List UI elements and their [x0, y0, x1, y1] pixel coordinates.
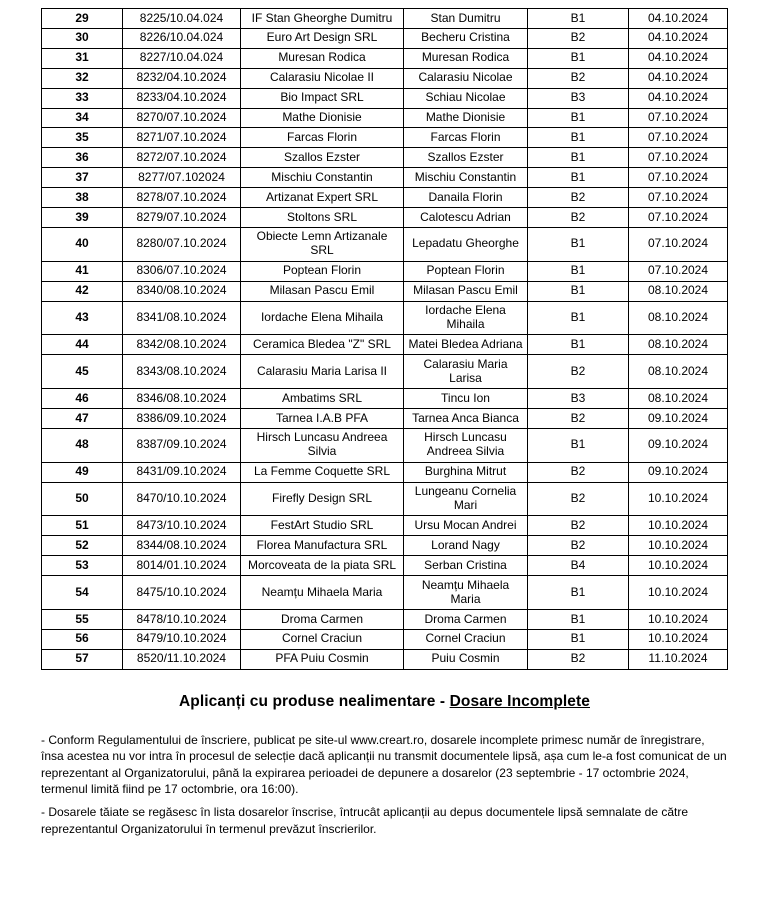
- cell-row-number: 29: [42, 9, 123, 29]
- cell-date: 04.10.2024: [629, 9, 728, 29]
- table-row: [42, 335, 728, 355]
- cell-applicant-name: Stoltons SRL: [241, 208, 404, 228]
- cell-applicant-name: Tarnea I.A.B PFA: [241, 409, 404, 429]
- cell-registration-number: 8227/10.04.024: [123, 48, 241, 68]
- cell-row-number: 36: [42, 148, 123, 168]
- cell-applicant-name: Szallos Ezster: [241, 148, 404, 168]
- cell-date: 07.10.2024: [629, 208, 728, 228]
- cell-representative-name: Cornel Craciun: [404, 629, 528, 649]
- cell-representative-name: Stan Dumitru: [404, 9, 528, 29]
- cell-applicant-name: Hirsch Luncasu Andreea Silvia: [241, 428, 404, 462]
- cell-category: B1: [528, 148, 629, 168]
- cell-row-number: 35: [42, 128, 123, 148]
- cell-date: 11.10.2024: [629, 649, 728, 669]
- cell-registration-number: 8271/07.10.2024: [123, 128, 241, 148]
- cell-representative-name: Milasan Pascu Emil: [404, 281, 528, 301]
- cell-registration-number: 8342/08.10.2024: [123, 335, 241, 355]
- cell-applicant-name: Mathe Dionisie: [241, 108, 404, 128]
- cell-registration-number: 8478/10.10.2024: [123, 610, 241, 630]
- section-title-text: Aplicanți cu produse nealimentare -: [179, 692, 450, 710]
- cell-row-number: 53: [42, 556, 123, 576]
- table-body: [42, 9, 728, 670]
- cell-registration-number: 8340/08.10.2024: [123, 281, 241, 301]
- cell-date: 04.10.2024: [629, 88, 728, 108]
- table-row: [42, 148, 728, 168]
- cell-date: 04.10.2024: [629, 48, 728, 68]
- table-row: [42, 48, 728, 68]
- cell-date: 09.10.2024: [629, 409, 728, 429]
- cell-date: 10.10.2024: [629, 556, 728, 576]
- cell-applicant-name: Bio Impact SRL: [241, 88, 404, 108]
- cell-representative-name: Hirsch Luncasu Andreea Silvia: [404, 428, 528, 462]
- cell-registration-number: 8225/10.04.024: [123, 9, 241, 29]
- cell-applicant-name: Ambatims SRL: [241, 389, 404, 409]
- cell-category: B1: [528, 9, 629, 29]
- cell-category: B1: [528, 108, 629, 128]
- cell-date: 10.10.2024: [629, 516, 728, 536]
- table-row: [42, 428, 728, 462]
- cell-category: B1: [528, 629, 629, 649]
- cell-row-number: 38: [42, 188, 123, 208]
- cell-row-number: 30: [42, 28, 123, 48]
- cell-representative-name: Matei Bledea Adriana: [404, 335, 528, 355]
- cell-category: B1: [528, 576, 629, 610]
- table-row: [42, 556, 728, 576]
- cell-representative-name: Farcas Florin: [404, 128, 528, 148]
- table-row: [42, 128, 728, 148]
- cell-representative-name: Mathe Dionisie: [404, 108, 528, 128]
- table-row: [42, 516, 728, 536]
- cell-applicant-name: Neamțu Mihaela Maria: [241, 576, 404, 610]
- table-row: [42, 389, 728, 409]
- cell-row-number: 42: [42, 281, 123, 301]
- cell-applicant-name: Muresan Rodica: [241, 48, 404, 68]
- cell-category: B1: [528, 428, 629, 462]
- table-row: [42, 9, 728, 29]
- cell-date: 08.10.2024: [629, 301, 728, 335]
- cell-representative-name: Szallos Ezster: [404, 148, 528, 168]
- cell-date: 10.10.2024: [629, 629, 728, 649]
- cell-date: 10.10.2024: [629, 536, 728, 556]
- cell-date: 10.10.2024: [629, 576, 728, 610]
- table-row: [42, 409, 728, 429]
- cell-applicant-name: Euro Art Design SRL: [241, 28, 404, 48]
- cell-applicant-name: Florea Manufactura SRL: [241, 536, 404, 556]
- cell-registration-number: 8343/08.10.2024: [123, 355, 241, 389]
- cell-date: 09.10.2024: [629, 462, 728, 482]
- cell-applicant-name: Firefly Design SRL: [241, 482, 404, 516]
- cell-applicant-name: Calarasiu Maria Larisa II: [241, 355, 404, 389]
- cell-date: 07.10.2024: [629, 168, 728, 188]
- cell-applicant-name: IF Stan Gheorghe Dumitru: [241, 9, 404, 29]
- cell-applicant-name: Farcas Florin: [241, 128, 404, 148]
- cell-representative-name: Puiu Cosmin: [404, 649, 528, 669]
- cell-row-number: 52: [42, 536, 123, 556]
- table-row: [42, 261, 728, 281]
- cell-category: B1: [528, 301, 629, 335]
- cell-date: 10.10.2024: [629, 482, 728, 516]
- cell-date: 07.10.2024: [629, 261, 728, 281]
- cell-registration-number: 8344/08.10.2024: [123, 536, 241, 556]
- cell-row-number: 44: [42, 335, 123, 355]
- cell-row-number: 31: [42, 48, 123, 68]
- cell-registration-number: 8233/04.10.2024: [123, 88, 241, 108]
- cell-applicant-name: PFA Puiu Cosmin: [241, 649, 404, 669]
- cell-representative-name: Calarasiu Nicolae: [404, 68, 528, 88]
- cell-applicant-name: Milasan Pascu Emil: [241, 281, 404, 301]
- cell-row-number: 48: [42, 428, 123, 462]
- cell-date: 10.10.2024: [629, 610, 728, 630]
- table-row: [42, 28, 728, 48]
- cell-category: B2: [528, 188, 629, 208]
- cell-date: 07.10.2024: [629, 128, 728, 148]
- cell-registration-number: 8475/10.10.2024: [123, 576, 241, 610]
- cell-row-number: 43: [42, 301, 123, 335]
- cell-date: 07.10.2024: [629, 227, 728, 261]
- cell-category: B1: [528, 227, 629, 261]
- table-row: [42, 649, 728, 669]
- cell-registration-number: 8278/07.10.2024: [123, 188, 241, 208]
- cell-category: B2: [528, 482, 629, 516]
- cell-representative-name: Mischiu Constantin: [404, 168, 528, 188]
- cell-row-number: 33: [42, 88, 123, 108]
- cell-row-number: 57: [42, 649, 123, 669]
- cell-registration-number: 8431/09.10.2024: [123, 462, 241, 482]
- cell-row-number: 54: [42, 576, 123, 610]
- table-row: [42, 482, 728, 516]
- cell-category: B2: [528, 409, 629, 429]
- table-row: [42, 301, 728, 335]
- cell-row-number: 41: [42, 261, 123, 281]
- cell-registration-number: 8470/10.10.2024: [123, 482, 241, 516]
- cell-representative-name: Iordache Elena Mihaila: [404, 301, 528, 335]
- applicants-table: [41, 8, 728, 670]
- cell-category: B1: [528, 48, 629, 68]
- section-title: [41, 693, 728, 711]
- cell-registration-number: 8279/07.10.2024: [123, 208, 241, 228]
- cell-date: 08.10.2024: [629, 355, 728, 389]
- cell-category: B2: [528, 208, 629, 228]
- cell-representative-name: Burghina Mitrut: [404, 462, 528, 482]
- cell-date: 08.10.2024: [629, 389, 728, 409]
- cell-category: B1: [528, 335, 629, 355]
- cell-row-number: 45: [42, 355, 123, 389]
- table-row: [42, 536, 728, 556]
- cell-date: 08.10.2024: [629, 335, 728, 355]
- table-row: [42, 462, 728, 482]
- cell-applicant-name: Morcoveata de la piata SRL: [241, 556, 404, 576]
- cell-representative-name: Lepadatu Gheorghe: [404, 227, 528, 261]
- section-title-underlined-text: Dosare Incomplete: [449, 692, 590, 710]
- cell-representative-name: Muresan Rodica: [404, 48, 528, 68]
- cell-date: 04.10.2024: [629, 28, 728, 48]
- cell-date: 09.10.2024: [629, 428, 728, 462]
- cell-registration-number: 8226/10.04.024: [123, 28, 241, 48]
- cell-category: B2: [528, 355, 629, 389]
- cell-representative-name: Neamțu Mihaela Maria: [404, 576, 528, 610]
- cell-registration-number: 8270/07.10.2024: [123, 108, 241, 128]
- cell-representative-name: Tincu Ion: [404, 389, 528, 409]
- cell-registration-number: 8479/10.10.2024: [123, 629, 241, 649]
- cell-date: 07.10.2024: [629, 108, 728, 128]
- cell-representative-name: Schiau Nicolae: [404, 88, 528, 108]
- cell-row-number: 46: [42, 389, 123, 409]
- cell-registration-number: 8014/01.10.2024: [123, 556, 241, 576]
- cell-registration-number: 8520/11.10.2024: [123, 649, 241, 669]
- cell-representative-name: Calarasiu Maria Larisa: [404, 355, 528, 389]
- table-row: [42, 208, 728, 228]
- table-row: [42, 629, 728, 649]
- cell-category: B2: [528, 68, 629, 88]
- cell-row-number: 51: [42, 516, 123, 536]
- cell-category: B2: [528, 516, 629, 536]
- note-paragraph: - Conform Regulamentului de înscriere, publicat pe site-ul www.creart.ro, dosarele incomplete primesc număr de înregistrare, însa acestea nu vor intra în procesul de selecție dacă aplicanții nu transmit documentele lipsă, așa cum le-a fost comunicat de un reprezentant al Organizatorului, până la expirarea perioadei de depunere a dosarelor (23 septembrie - 17 octombrie 2024, termenul limită fiind pe 17 octombrie, ora 16:00).: [41, 732, 727, 797]
- cell-representative-name: Poptean Florin: [404, 261, 528, 281]
- cell-representative-name: Droma Carmen: [404, 610, 528, 630]
- cell-category: B1: [528, 168, 629, 188]
- cell-category: B1: [528, 281, 629, 301]
- table-row: [42, 108, 728, 128]
- cell-applicant-name: Iordache Elena Mihaila: [241, 301, 404, 335]
- cell-category: B3: [528, 88, 629, 108]
- table-row: [42, 168, 728, 188]
- cell-row-number: 39: [42, 208, 123, 228]
- cell-row-number: 40: [42, 227, 123, 261]
- cell-date: 07.10.2024: [629, 148, 728, 168]
- cell-representative-name: Lorand Nagy: [404, 536, 528, 556]
- table-row: [42, 68, 728, 88]
- cell-row-number: 32: [42, 68, 123, 88]
- cell-category: B3: [528, 389, 629, 409]
- cell-date: 08.10.2024: [629, 281, 728, 301]
- cell-applicant-name: Cornel Craciun: [241, 629, 404, 649]
- note-paragraph: - Dosarele tăiate se regăsesc în lista dosarelor înscrise, întrucât aplicanții au depus documentele lipsă semnalate de către reprezentantul Organizatorului în termenul prevăzut înscrierilor.: [41, 805, 689, 836]
- cell-representative-name: Ursu Mocan Andrei: [404, 516, 528, 536]
- table-row: [42, 188, 728, 208]
- cell-registration-number: 8473/10.10.2024: [123, 516, 241, 536]
- cell-category: B2: [528, 28, 629, 48]
- cell-row-number: 55: [42, 610, 123, 630]
- cell-category: B1: [528, 128, 629, 148]
- cell-registration-number: 8386/09.10.2024: [123, 409, 241, 429]
- cell-applicant-name: Poptean Florin: [241, 261, 404, 281]
- cell-row-number: 37: [42, 168, 123, 188]
- table-row: [42, 281, 728, 301]
- table-row: [42, 576, 728, 610]
- cell-category: B4: [528, 556, 629, 576]
- cell-applicant-name: Artizanat Expert SRL: [241, 188, 404, 208]
- cell-registration-number: 8272/07.10.2024: [123, 148, 241, 168]
- cell-registration-number: 8341/08.10.2024: [123, 301, 241, 335]
- cell-category: B2: [528, 536, 629, 556]
- table-row: [42, 88, 728, 108]
- cell-applicant-name: Droma Carmen: [241, 610, 404, 630]
- cell-applicant-name: Obiecte Lemn Artizanale SRL: [241, 227, 404, 261]
- cell-representative-name: Danaila Florin: [404, 188, 528, 208]
- cell-date: 07.10.2024: [629, 188, 728, 208]
- cell-category: B2: [528, 462, 629, 482]
- cell-row-number: 47: [42, 409, 123, 429]
- cell-row-number: 34: [42, 108, 123, 128]
- cell-applicant-name: FestArt Studio SRL: [241, 516, 404, 536]
- notes: [41, 732, 728, 838]
- cell-row-number: 56: [42, 629, 123, 649]
- table-row: [42, 355, 728, 389]
- cell-category: B1: [528, 610, 629, 630]
- cell-representative-name: Lungeanu Cornelia Mari: [404, 482, 528, 516]
- cell-representative-name: Becheru Cristina: [404, 28, 528, 48]
- cell-row-number: 50: [42, 482, 123, 516]
- cell-registration-number: 8277/07.102024: [123, 168, 241, 188]
- cell-representative-name: Serban Cristina: [404, 556, 528, 576]
- cell-representative-name: Calotescu Adrian: [404, 208, 528, 228]
- cell-registration-number: 8280/07.10.2024: [123, 227, 241, 261]
- cell-applicant-name: Ceramica Bledea "Z" SRL: [241, 335, 404, 355]
- cell-row-number: 49: [42, 462, 123, 482]
- cell-category: B1: [528, 261, 629, 281]
- cell-registration-number: 8232/04.10.2024: [123, 68, 241, 88]
- cell-date: 04.10.2024: [629, 68, 728, 88]
- cell-representative-name: Tarnea Anca Bianca: [404, 409, 528, 429]
- table-row: [42, 227, 728, 261]
- table-row: [42, 610, 728, 630]
- cell-applicant-name: Mischiu Constantin: [241, 168, 404, 188]
- cell-registration-number: 8306/07.10.2024: [123, 261, 241, 281]
- cell-applicant-name: Calarasiu Nicolae II: [241, 68, 404, 88]
- cell-registration-number: 8387/09.10.2024: [123, 428, 241, 462]
- cell-registration-number: 8346/08.10.2024: [123, 389, 241, 409]
- cell-category: B2: [528, 649, 629, 669]
- cell-applicant-name: La Femme Coquette SRL: [241, 462, 404, 482]
